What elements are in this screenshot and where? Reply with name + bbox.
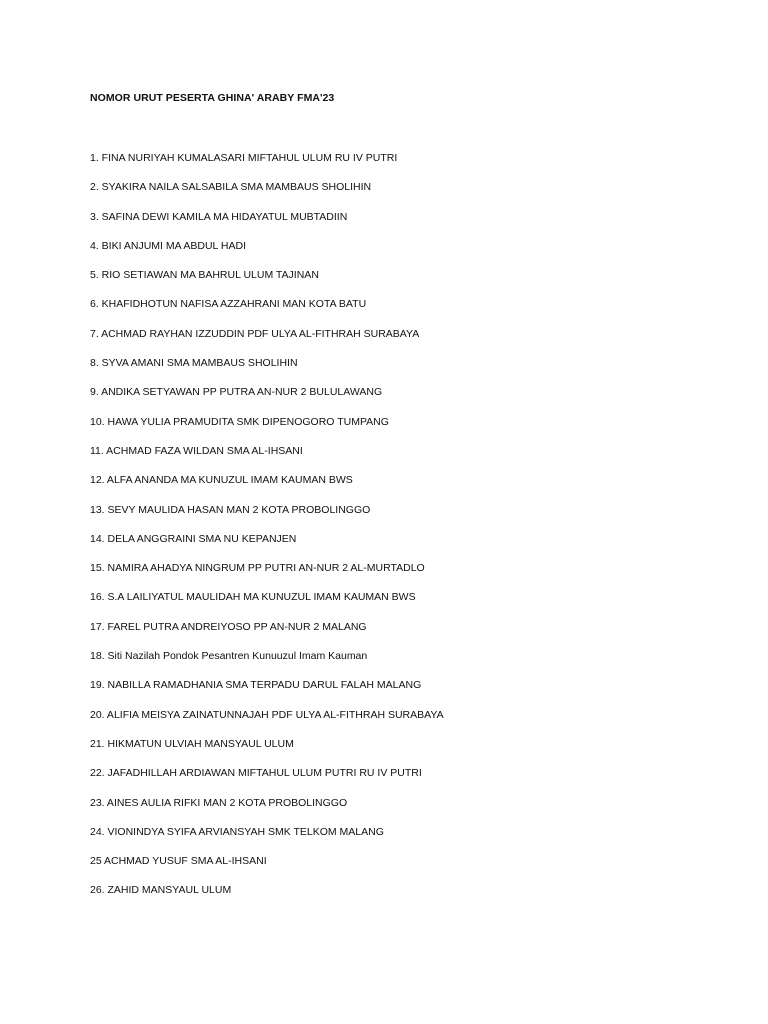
list-item: 19. NABILLA RAMADHANIA SMA TERPADU DARUL FALAH MALANG: [90, 679, 422, 692]
list-item: 15. NAMIRA AHADYA NINGRUM PP PUTRI AN-NUR 2 AL-MURTADLO: [90, 562, 425, 575]
list-item: 13. SEVY MAULIDA HASAN MAN 2 KOTA PROBOLINGGO: [90, 503, 371, 516]
list-item: 18. Siti Nazilah Pondok Pesantren Kunuuzul Imam Kauman: [90, 650, 368, 663]
document-title: NOMOR URUT PESERTA GHINA' ARABY FMA'23: [90, 92, 335, 104]
list-item: 24. VIONINDYA SYIFA ARVIANSYAH SMK TELKOM MALANG: [90, 825, 384, 838]
list-item: 16. S.A LAILIYATUL MAULIDAH MA KUNUZUL IMAM KAUMAN BWS: [90, 591, 416, 604]
list-item: 5. RIO SETIAWAN MA BAHRUL ULUM TAJINAN: [90, 269, 319, 282]
list-item: 12. ALFA ANANDA MA KUNUZUL IMAM KAUMAN BWS: [90, 474, 353, 487]
list-item: 20. ALIFIA MEISYA ZAINATUNNAJAH PDF ULYA AL-FITHRAH SURABAYA: [90, 708, 444, 721]
list-item: 21. HIKMATUN ULVIAH MANSYAUL ULUM: [90, 737, 294, 750]
list-item: 6. KHAFIDHOTUN NAFISA AZZAHRANI MAN KOTA BATU: [90, 298, 367, 311]
list-item: 17. FAREL PUTRA ANDREIYOSO PP AN-NUR 2 MALANG: [90, 620, 367, 633]
list-item: 8. SYVA AMANI SMA MAMBAUS SHOLIHIN: [90, 357, 298, 370]
list-item: 14. DELA ANGGRAINI SMA NU KEPANJEN: [90, 532, 297, 545]
list-item: 2. SYAKIRA NAILA SALSABILA SMA MAMBAUS SHOLIHIN: [90, 181, 372, 194]
list-item: 1. FINA NURIYAH KUMALASARI MIFTAHUL ULUM RU IV PUTRI: [90, 152, 398, 164]
list-item: 3. SAFINA DEWI KAMILA MA HIDAYATUL MUBTADIIN: [90, 210, 348, 223]
list-item: 25 ACHMAD YUSUF SMA AL-IHSANI: [90, 855, 267, 868]
list-item: 9. ANDIKA SETYAWAN PP PUTRA AN-NUR 2 BULULAWANG: [90, 386, 383, 399]
participant-list: [90, 151, 444, 913]
list-item: 22. JAFADHILLAH ARDIAWAN MIFTAHUL ULUM PUTRI RU IV PUTRI: [90, 767, 422, 780]
list-item: 23. AINES AULIA RIFKI MAN 2 KOTA PROBOLINGGO: [90, 796, 348, 809]
list-item: 26. ZAHID MANSYAUL ULUM: [90, 884, 232, 897]
list-item: 10. HAWA YULIA PRAMUDITA SMK DIPENOGORO TUMPANG: [90, 415, 389, 428]
list-item: 11. ACHMAD FAZA WILDAN SMA AL-IHSANI: [90, 444, 303, 457]
list-item: 4. BIKI ANJUMI MA ABDUL HADI: [90, 239, 246, 252]
list-item: 7. ACHMAD RAYHAN IZZUDDIN PDF ULYA AL-FITHRAH SURABAYA: [90, 327, 420, 340]
